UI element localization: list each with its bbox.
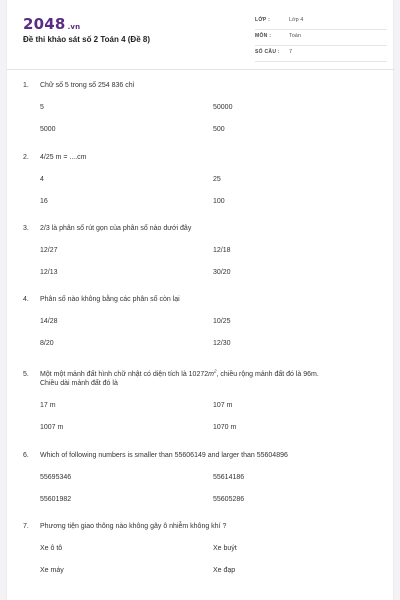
question-7-option-a[interactable]: Xe ô tô: [40, 545, 63, 552]
exam-sheet: [6, 0, 394, 600]
question-5-option-a[interactable]: 17 m: [40, 402, 56, 409]
question-6-text: [23, 450, 373, 462]
exam-header: [7, 0, 395, 70]
meta-label-class: LỚP :: [255, 17, 271, 23]
question-prompt: Which of following numbers is smaller than 55606149 and larger than 55604896: [40, 452, 288, 459]
question-number: 5.: [23, 371, 29, 379]
question-4-option-c[interactable]: 8/20: [40, 340, 54, 347]
meta-row-class: [255, 14, 387, 30]
question-6-option-d[interactable]: 55605286: [213, 496, 245, 503]
question-number: 2.: [23, 154, 29, 161]
question-prompt-start: Một một mảnh đất hình chữ nhật có diện tích là 10272: [40, 371, 209, 379]
question-3-option-d[interactable]: 30/20: [213, 269, 231, 276]
header-divider: [7, 69, 395, 70]
question-7-option-d[interactable]: Xe đạp: [213, 567, 236, 574]
question-prompt: Phân số nào không bằng các phân số còn lại: [40, 296, 180, 303]
meta-label-subject: MÔN :: [255, 33, 272, 39]
question-6-option-a[interactable]: 55695346: [40, 474, 72, 481]
question-3-option-a[interactable]: 12/27: [40, 247, 58, 254]
question-prompt: Chữ số 5 trong số 254 836 chỉ: [40, 82, 135, 89]
question-1-option-a[interactable]: 5: [40, 104, 44, 111]
meta-row-question-count: [255, 46, 387, 62]
question-5-option-b[interactable]: 107 m: [213, 402, 233, 409]
question-7-option-c[interactable]: Xe máy: [40, 567, 64, 574]
question-4-option-b[interactable]: 10/25: [213, 318, 231, 325]
question-1-option-b[interactable]: 50000: [213, 104, 233, 111]
question-number: 3.: [23, 225, 29, 232]
exam-meta: [255, 14, 387, 62]
meta-value-class: Lớp 4: [289, 17, 304, 23]
question-number: 6.: [23, 452, 29, 459]
meta-value-question-count: 7: [289, 49, 293, 55]
question-number: 4.: [23, 296, 29, 303]
site-logo[interactable]: [23, 15, 80, 33]
question-6-option-b[interactable]: 55614186: [213, 474, 245, 481]
question-7-option-b[interactable]: Xe buýt: [213, 545, 237, 552]
question-prompt: 4/25 m = ....cm: [40, 154, 87, 161]
question-4-text: [23, 294, 373, 306]
question-1-option-d[interactable]: 500: [213, 126, 225, 133]
question-1-text: [23, 80, 373, 92]
area-unit-exponent: 2: [213, 369, 217, 374]
question-prompt-end: , chiều rộng mảnh đất đó là 96m.: [216, 371, 319, 379]
question-6-option-c[interactable]: 55601982: [40, 496, 72, 503]
question-3-text: [23, 223, 373, 235]
question-4-option-a[interactable]: 14/28: [40, 318, 58, 325]
area-unit: m: [208, 371, 214, 379]
question-7-text: [23, 521, 373, 533]
question-5-option-d[interactable]: 1070 m: [213, 424, 237, 431]
question-5-text-line2: Chiều dài mảnh đất đó là: [40, 379, 118, 387]
meta-value-subject: Toán: [289, 33, 301, 39]
meta-row-subject: [255, 30, 387, 46]
question-prompt: 2/3 là phân số rút gọn của phân số nào dưới đây: [40, 225, 192, 232]
question-2-option-d[interactable]: 100: [213, 198, 225, 205]
logo-main: 2048: [23, 15, 66, 33]
question-1-option-c[interactable]: 5000: [40, 126, 56, 133]
meta-label-question-count: SỐ CÂU :: [255, 49, 280, 55]
question-5-option-c[interactable]: 1007 m: [40, 424, 64, 431]
question-2-option-a[interactable]: 4: [40, 176, 44, 183]
question-4-option-d[interactable]: 12/30: [213, 340, 231, 347]
exam-title: Đề thi khảo sát số 2 Toán 4 (Đề 8): [23, 35, 150, 44]
logo-suffix: .vn: [67, 23, 81, 31]
question-2-option-c[interactable]: 16: [40, 198, 48, 205]
question-2-option-b[interactable]: 25: [213, 176, 221, 183]
question-number: 1.: [23, 82, 29, 89]
question-3-option-b[interactable]: 12/18: [213, 247, 231, 254]
question-3-option-c[interactable]: 12/13: [40, 269, 58, 276]
question-prompt: Phương tiện giao thông nào không gây ô nhiễm không khí ?: [40, 523, 227, 530]
question-number: 7.: [23, 523, 29, 530]
question-2-text: [23, 152, 373, 164]
